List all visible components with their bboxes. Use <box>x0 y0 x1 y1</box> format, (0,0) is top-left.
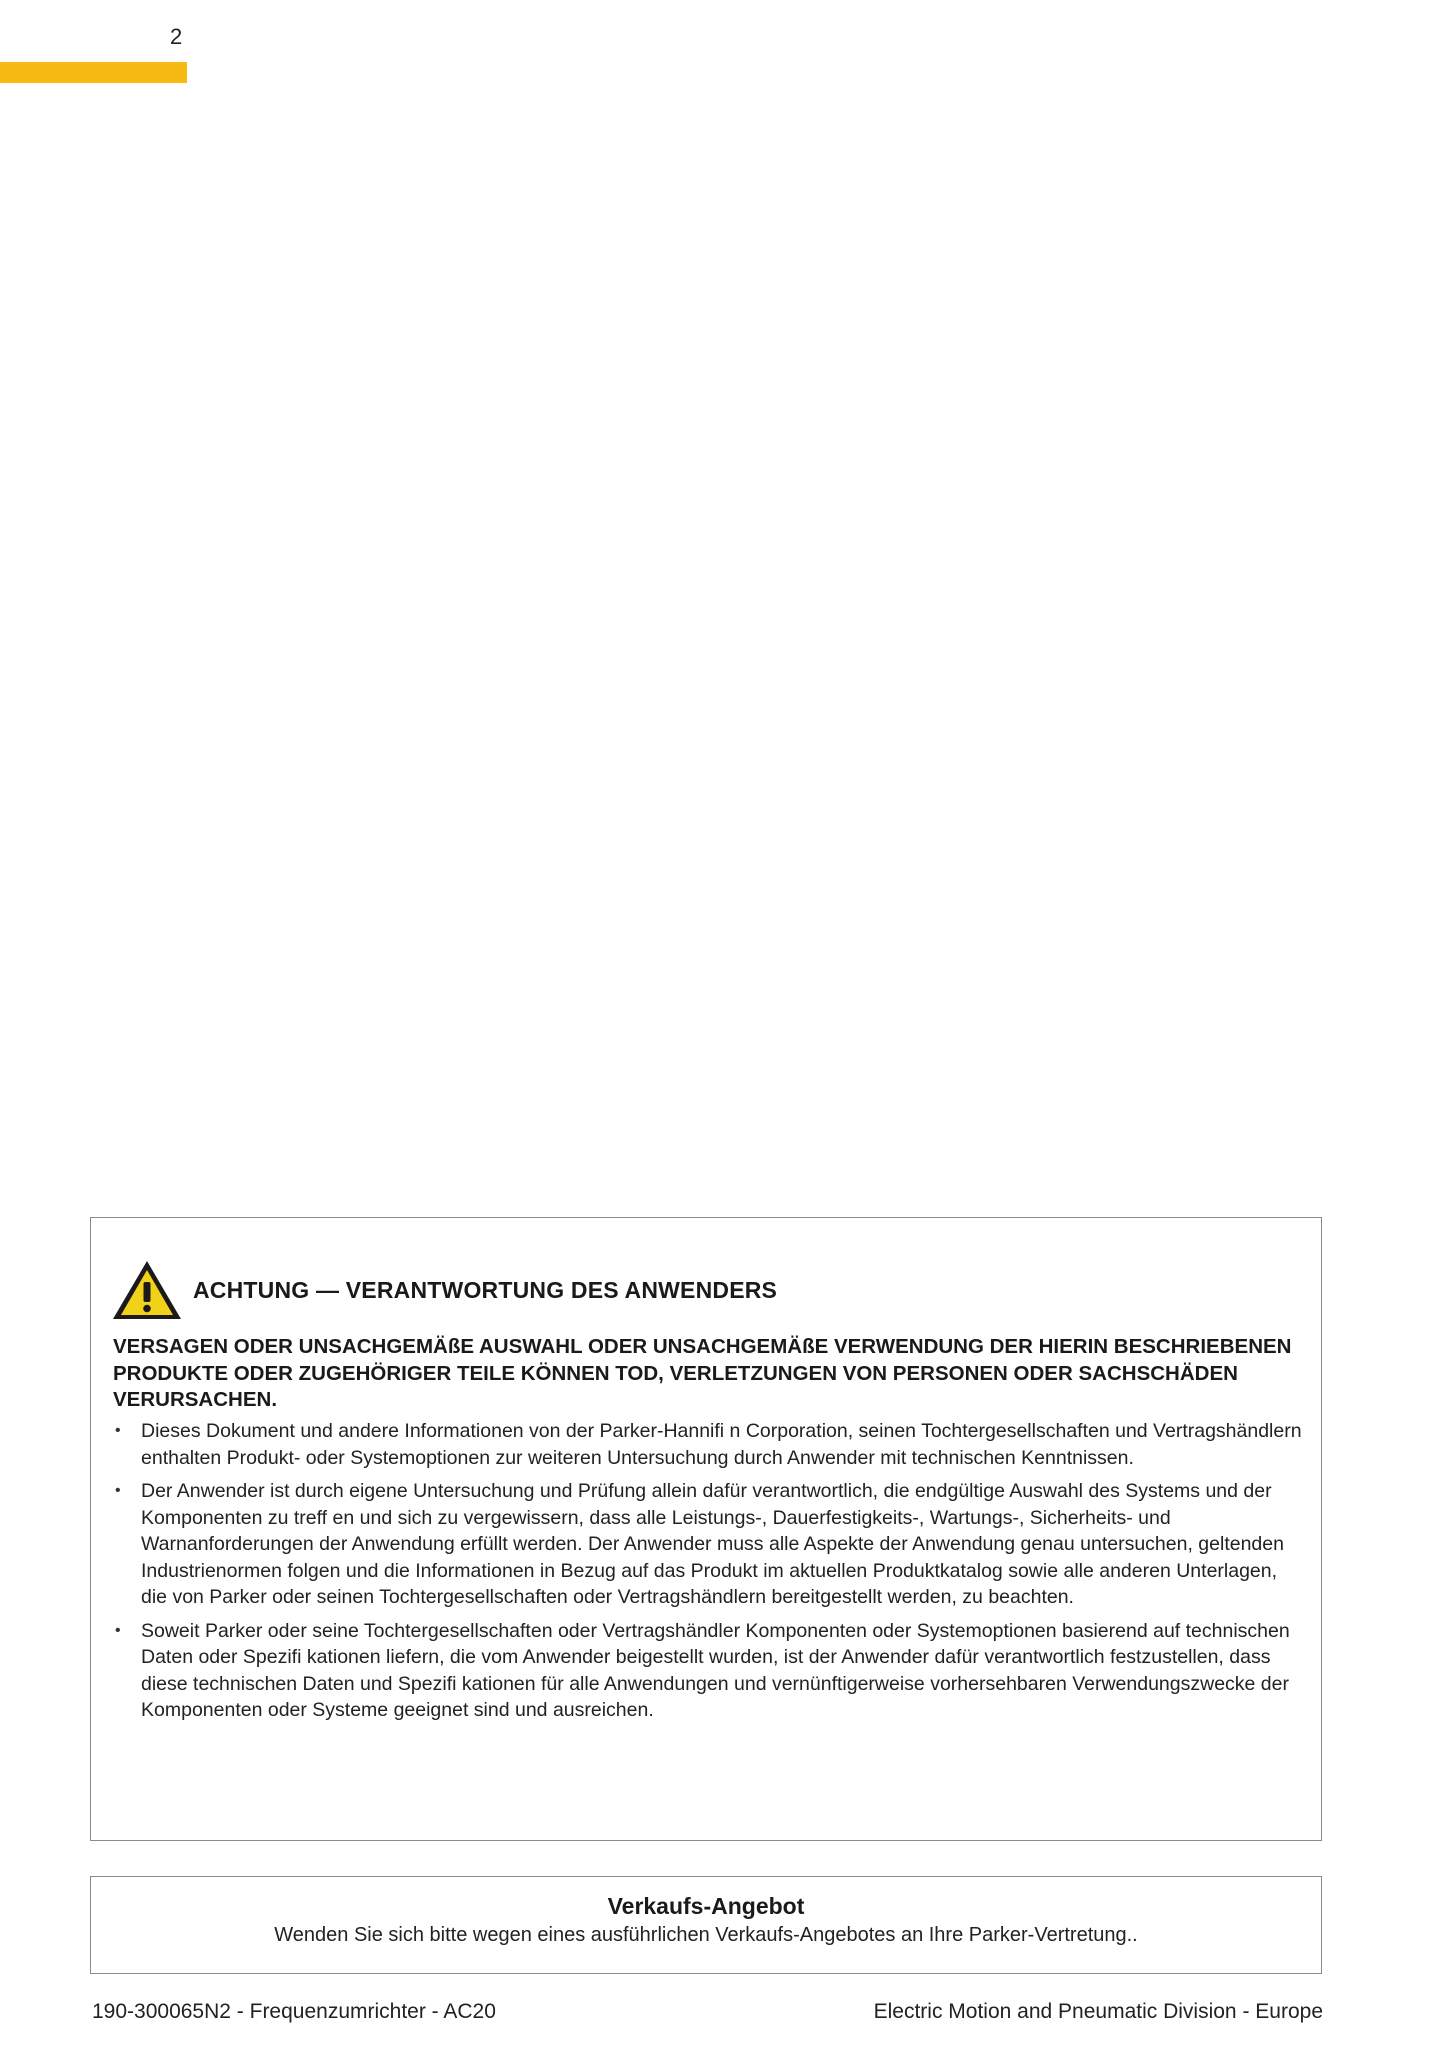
warning-box <box>90 1217 1322 1841</box>
bullet-icon: • <box>115 1422 121 1439</box>
warning-triangle-icon <box>111 1258 183 1322</box>
footer-division: Electric Motion and Pneumatic Division - Europe <box>873 2000 1323 2023</box>
list-item <box>113 1478 1303 1611</box>
offer-box <box>90 1876 1322 1974</box>
warning-lead-text: VERSAGEN ODER UNSACHGEMÄßE AUSWAHL ODER UNSACHGEMÄßE VERWENDUNG DER HIERIN BESCHRIEBENEN PRODUKTE ODER ZUGEHÖRIGER TEILE KÖNNEN TOD, VERLETZUNGEN VON PERSONEN ODER SACHSCHÄDEN VERURSACHEN. <box>113 1335 1292 1411</box>
accent-bar <box>0 62 187 83</box>
warning-title: ACHTUNG — VERANTWORTUNG DES ANWENDERS <box>193 1276 778 1303</box>
footer-document-id: 190-300065N2 - Frequenzumrichter - AC20 <box>92 2000 496 2023</box>
page-number: 2 <box>170 24 183 49</box>
bullet-text: Soweit Parker oder seine Tochtergesellschaften oder Vertragshändler Komponenten oder Systemoptionen basierend auf technischen Daten oder Spezifi kationen liefern, die vom Anwender beigestellt wurden, ist der Anwender dafür verantwortlich festzustellen, dass diese technischen Daten und Spezifi kationen für alle Anwendungen und vernünftigerweise vorhersehbaren Verwendungszwecke der Komponenten oder Systeme geeignet sind und ausreichen. <box>141 1619 1290 1721</box>
bullet-icon: • <box>115 1621 121 1639</box>
bullet-text: Der Anwender ist durch eigene Untersuchung und Prüfung allein dafür verantwortlich, die endgültige Auswahl des Systems und der Komponenten zu treff en und sich zu vergewissern, dass alle Leistungs-, Dauerfestigkeits-, Wartungs-, Sicherheits- und Warnanforderungen der Anwendung erfüllt werden. Der Anwender muss alle Aspekte der Anwendung genau untersuchen, geltenden Industrienormen folgen und die Informationen in Bezug auf das Produkt im aktuellen Produktkatalog sowie alle anderen Unterlagen, die von Parker oder seinen Tochtergesellschaften oder Vertragshändlern bereitgestellt werden, zu beachten. <box>141 1480 1284 1608</box>
list-item <box>113 1418 1303 1471</box>
warning-bullet-list <box>113 1418 1303 1731</box>
offer-title: Verkaufs-Angebot <box>607 1893 805 1919</box>
list-item <box>113 1618 1303 1724</box>
bullet-text: Dieses Dokument und andere Informationen von der Parker-Hannifi n Corporation, seinen Tochtergesellschaften und Vertragshändlern enthalten Produkt- oder Systemoptionen zur weiteren Untersuchung durch Anwender mit technischen Kenntnissen. <box>141 1420 1302 1469</box>
offer-text: Wenden Sie sich bitte wegen eines ausführlichen Verkaufs-Angebotes an Ihre Parker-Vertretung.. <box>274 1924 1138 1946</box>
warning-header <box>111 1258 777 1322</box>
bullet-icon: • <box>115 1482 121 1499</box>
